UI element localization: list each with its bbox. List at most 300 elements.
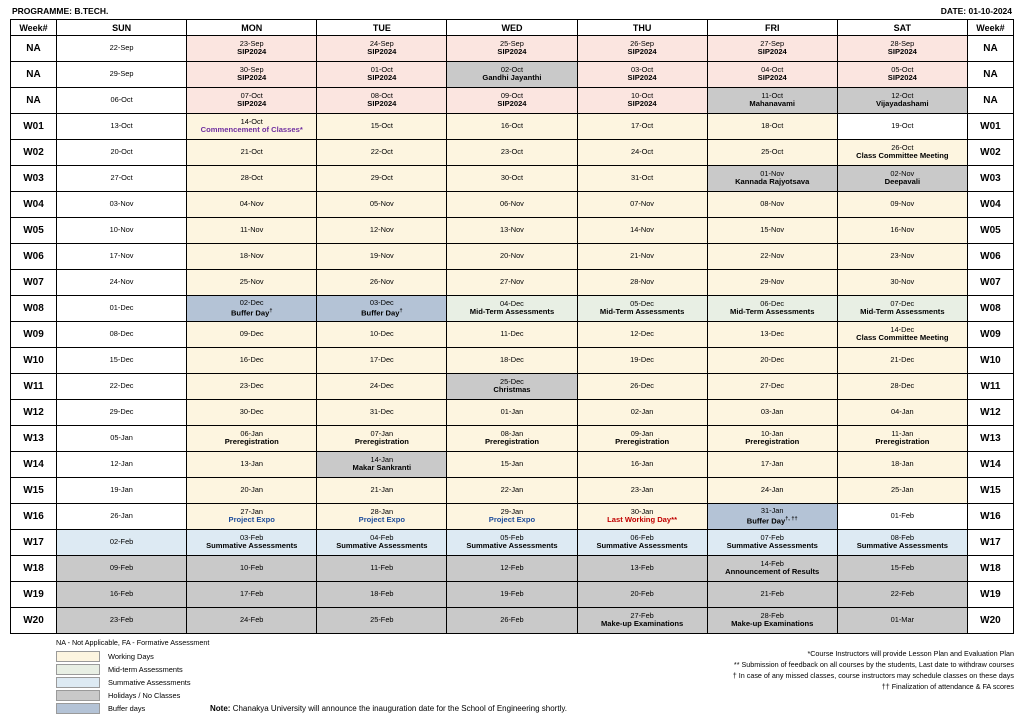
day-cell-sat: [837, 608, 967, 634]
day-date: 08-Feb: [890, 533, 915, 543]
day-date: 01-Oct: [370, 65, 393, 75]
calendar-body: [11, 36, 1014, 634]
day-event: Vijayadashami: [876, 99, 929, 109]
col-sun: SUN: [57, 20, 187, 36]
day-date: 23-Oct: [500, 147, 524, 157]
day-date: 28-Sep: [890, 39, 915, 49]
day-cell-sun: [57, 608, 187, 634]
day-date: 16-Nov: [890, 225, 915, 235]
day-event: SIP2024: [367, 47, 397, 57]
col-fri: FRI: [707, 20, 837, 36]
date-heading: [941, 6, 1012, 16]
day-cell-tue: [317, 504, 447, 530]
col-thu: THU: [577, 20, 707, 36]
day-event: Make-up Examinations: [731, 619, 814, 629]
day-cell-sun: [57, 400, 187, 426]
week-number-right: W09: [967, 322, 1013, 348]
week-number-right: W14: [967, 452, 1013, 478]
day-date: 28-Nov: [630, 277, 654, 287]
day-cell-thu: [577, 426, 707, 452]
day-cell-sat: [837, 270, 967, 296]
day-date: 02-Dec: [239, 298, 264, 308]
day-event: Class Committee Meeting: [856, 333, 949, 343]
col-sat: SAT: [837, 20, 967, 36]
day-cell-tue: [317, 608, 447, 634]
week-number-left: W06: [11, 244, 57, 270]
day-date: 03-Oct: [631, 65, 654, 75]
day-cell-wed: [447, 608, 577, 634]
day-cell-thu: [577, 140, 707, 166]
week-number-right: W08: [967, 296, 1013, 322]
day-cell-fri: [707, 426, 837, 452]
day-date: 20-Feb: [630, 589, 654, 599]
day-event: SIP2024: [497, 99, 527, 109]
day-cell-mon: [187, 218, 317, 244]
week-number-right: W17: [967, 530, 1013, 556]
document-header: [10, 6, 1014, 19]
day-cell-sat: [837, 296, 967, 322]
day-date: 18-Nov: [239, 251, 264, 261]
day-date: 29-Oct: [370, 173, 393, 183]
week-number-right: W07: [967, 270, 1013, 296]
week-number-left: W18: [11, 556, 57, 582]
day-event: Summative Assessments: [726, 541, 818, 551]
day-cell-wed: [447, 218, 577, 244]
calendar-week-row: [11, 348, 1014, 374]
day-event: SIP2024: [757, 73, 787, 83]
day-cell-sun: [57, 296, 187, 322]
day-cell-tue: [317, 114, 447, 140]
day-date: 07-Jan: [370, 429, 394, 439]
col-mon: MON: [187, 20, 317, 36]
calendar-week-row: [11, 296, 1014, 322]
day-date: 11-Dec: [500, 329, 524, 339]
day-event: Project Expo: [228, 515, 275, 525]
day-date: 09-Nov: [890, 199, 915, 209]
day-date: 21-Dec: [890, 355, 915, 365]
calendar-table: [10, 19, 1014, 634]
day-date: 02-Jan: [630, 407, 654, 417]
day-cell-wed: [447, 296, 577, 322]
week-number-right: W10: [967, 348, 1013, 374]
day-date: 14-Nov: [630, 225, 654, 235]
day-cell-sat: [837, 88, 967, 114]
day-cell-sun: [57, 478, 187, 504]
day-event: SIP2024: [887, 73, 917, 83]
legend-swatch: [56, 651, 100, 662]
day-event: SIP2024: [367, 73, 397, 83]
week-number-right: W05: [967, 218, 1013, 244]
week-number-left: NA: [11, 62, 57, 88]
day-event: SIP2024: [757, 47, 787, 57]
day-date: 06-Jan: [240, 429, 264, 439]
day-cell-sun: [57, 348, 187, 374]
day-cell-wed: [447, 556, 577, 582]
calendar-week-row: [11, 400, 1014, 426]
day-date: 30-Nov: [890, 277, 915, 287]
day-date: 07-Oct: [240, 91, 263, 101]
day-cell-fri: [707, 296, 837, 322]
week-number-right: W12: [967, 400, 1013, 426]
day-cell-sun: [57, 374, 187, 400]
week-number-right: W01: [967, 114, 1013, 140]
day-date: 06-Nov: [500, 199, 524, 209]
day-cell-wed: [447, 478, 577, 504]
day-date: 11-Nov: [240, 225, 264, 235]
day-event: SIP2024: [237, 47, 267, 57]
day-cell-tue: [317, 166, 447, 192]
calendar-week-row: [11, 374, 1014, 400]
calendar-week-row: [11, 426, 1014, 452]
day-cell-fri: [707, 582, 837, 608]
day-date: 16-Feb: [109, 589, 134, 599]
day-cell-tue: [317, 270, 447, 296]
day-date: 03-Nov: [109, 199, 134, 209]
day-cell-wed: [447, 400, 577, 426]
legend-label: Holidays / No Classes: [108, 691, 181, 700]
programme-label: PROGRAMME:: [12, 6, 72, 16]
day-date: 05-Oct: [891, 65, 914, 75]
day-date: 29-Jan: [500, 507, 524, 517]
day-cell-fri: [707, 244, 837, 270]
day-event: Preregistration: [224, 437, 279, 447]
week-number-right: W04: [967, 192, 1013, 218]
legend-label: Working Days: [108, 652, 154, 661]
day-cell-mon: [187, 322, 317, 348]
footnote-line: † In case of any missed classes, course instructors may schedule classes on these days: [732, 671, 1014, 681]
week-number-left: NA: [11, 36, 57, 62]
day-cell-wed: [447, 62, 577, 88]
day-cell-mon: [187, 608, 317, 634]
day-date: 03-Dec: [369, 298, 394, 308]
day-cell-wed: [447, 114, 577, 140]
day-event: Preregistration: [354, 437, 409, 447]
day-date: 06-Feb: [630, 533, 654, 543]
week-number-left: W12: [11, 400, 57, 426]
day-event: Make-up Examinations: [600, 619, 684, 629]
day-event: Preregistration: [875, 437, 930, 447]
day-cell-sat: [837, 62, 967, 88]
day-cell-thu: [577, 270, 707, 296]
day-date: 21-Oct: [240, 147, 263, 157]
day-cell-mon: [187, 166, 317, 192]
day-event: Last Working Day**: [607, 515, 678, 525]
day-date: 14-Feb: [760, 559, 784, 569]
day-date: 13-Feb: [630, 563, 654, 573]
week-number-right: W13: [967, 426, 1013, 452]
day-cell-fri: [707, 504, 837, 530]
day-event: Buffer Day†, ††: [746, 515, 798, 526]
day-date: 07-Feb: [760, 533, 784, 543]
day-date: 29-Nov: [760, 277, 785, 287]
day-cell-mon: [187, 270, 317, 296]
day-cell-fri: [707, 114, 837, 140]
day-date: 08-Dec: [109, 329, 134, 339]
day-cell-thu: [577, 348, 707, 374]
day-date: 15-Dec: [109, 355, 134, 365]
day-cell-thu: [577, 608, 707, 634]
day-date: 21-Nov: [630, 251, 654, 261]
week-number-left: W03: [11, 166, 57, 192]
day-cell-wed: [447, 374, 577, 400]
day-cell-tue: [317, 140, 447, 166]
day-date: 15-Feb: [890, 563, 915, 573]
day-date: 01-Mar: [890, 615, 915, 625]
footnote-line: †† Finalization of attendance & FA scores: [881, 682, 1014, 692]
day-date: 10-Oct: [631, 91, 654, 101]
announcement-note: [210, 704, 567, 713]
day-date: 25-Oct: [761, 147, 784, 157]
day-date: 25-Jan: [891, 485, 914, 495]
day-date: 01-Nov: [760, 169, 785, 179]
day-date: 24-Sep: [369, 39, 394, 49]
day-cell-tue: [317, 36, 447, 62]
calendar-footer: [10, 638, 1014, 715]
day-date: 04-Jan: [891, 407, 914, 417]
day-cell-sun: [57, 166, 187, 192]
day-cell-mon: [187, 348, 317, 374]
column-header-row: [11, 20, 1014, 36]
day-cell-sat: [837, 374, 967, 400]
day-date: 02-Feb: [109, 537, 134, 547]
day-date: 24-Nov: [109, 277, 134, 287]
day-cell-sat: [837, 166, 967, 192]
day-cell-tue: [317, 62, 447, 88]
announcement-note-text: Chanakya University will announce the inauguration date for the School of Engineering shortly.: [232, 704, 567, 713]
day-date: 05-Nov: [369, 199, 394, 209]
day-cell-sun: [57, 556, 187, 582]
day-cell-wed: [447, 452, 577, 478]
day-date: 22-Oct: [370, 147, 393, 157]
day-cell-sun: [57, 88, 187, 114]
day-date: 26-Dec: [630, 381, 654, 391]
day-date: 18-Oct: [761, 121, 784, 131]
week-number-right: W02: [967, 140, 1013, 166]
day-cell-thu: [577, 218, 707, 244]
day-event: Preregistration: [484, 437, 539, 447]
day-event: SIP2024: [627, 47, 657, 57]
day-cell-tue: [317, 88, 447, 114]
day-cell-mon: [187, 400, 317, 426]
day-date: 26-Nov: [369, 277, 394, 287]
calendar-week-row: [11, 166, 1014, 192]
footnotes: [584, 648, 1014, 693]
day-date: 26-Jan: [110, 511, 133, 521]
day-event: SIP2024: [367, 99, 397, 109]
day-date: 22-Dec: [109, 381, 134, 391]
day-date: 20-Jan: [240, 485, 264, 495]
day-cell-mon: [187, 452, 317, 478]
calendar-week-row: [11, 530, 1014, 556]
day-cell-sun: [57, 582, 187, 608]
day-date: 01-Feb: [890, 511, 915, 521]
day-cell-wed: [447, 192, 577, 218]
day-cell-wed: [447, 504, 577, 530]
day-cell-mon: [187, 36, 317, 62]
day-cell-wed: [447, 348, 577, 374]
day-date: 17-Oct: [631, 121, 654, 131]
day-cell-fri: [707, 452, 837, 478]
day-date: 23-Feb: [109, 615, 134, 625]
day-event: SIP2024: [627, 73, 657, 83]
day-date: 13-Dec: [760, 329, 785, 339]
day-event: Preregistration: [615, 437, 670, 447]
week-number-right: W06: [967, 244, 1013, 270]
day-cell-mon: [187, 478, 317, 504]
day-date: 16-Oct: [500, 121, 524, 131]
day-date: 09-Dec: [239, 329, 264, 339]
day-date: 25-Dec: [500, 377, 524, 387]
calendar-week-row: [11, 608, 1014, 634]
day-cell-sat: [837, 36, 967, 62]
day-cell-mon: [187, 556, 317, 582]
day-date: 17-Nov: [109, 251, 134, 261]
programme-heading: [12, 6, 108, 16]
day-cell-thu: [577, 296, 707, 322]
calendar-week-row: [11, 62, 1014, 88]
day-date: 02-Oct: [500, 65, 524, 75]
day-cell-tue: [317, 582, 447, 608]
day-date: 23-Dec: [239, 381, 264, 391]
day-cell-wed: [447, 36, 577, 62]
day-cell-sun: [57, 322, 187, 348]
calendar-week-row: [11, 218, 1014, 244]
day-date: 04-Feb: [370, 533, 394, 543]
week-number-left: W14: [11, 452, 57, 478]
day-date: 22-Nov: [760, 251, 785, 261]
day-cell-thu: [577, 88, 707, 114]
day-date: 24-Oct: [631, 147, 654, 157]
day-date: 27-Sep: [760, 39, 785, 49]
week-number-right: NA: [967, 62, 1013, 88]
day-cell-wed: [447, 322, 577, 348]
calendar-week-row: [11, 114, 1014, 140]
day-date: 10-Nov: [109, 225, 134, 235]
day-event: Makar Sankranti: [352, 463, 412, 473]
day-event: SIP2024: [237, 99, 267, 109]
day-date: 05-Dec: [630, 299, 654, 309]
day-event: Gandhi Jayanthi: [482, 73, 542, 83]
day-date: 01-Jan: [500, 407, 524, 417]
day-date: 13-Nov: [500, 225, 524, 235]
day-date: 08-Nov: [760, 199, 785, 209]
day-cell-tue: [317, 218, 447, 244]
day-cell-mon: [187, 296, 317, 322]
calendar-week-row: [11, 452, 1014, 478]
day-cell-sat: [837, 530, 967, 556]
day-cell-thu: [577, 452, 707, 478]
day-cell-fri: [707, 400, 837, 426]
day-cell-mon: [187, 140, 317, 166]
day-cell-fri: [707, 218, 837, 244]
day-cell-sat: [837, 582, 967, 608]
day-cell-thu: [577, 244, 707, 270]
day-cell-fri: [707, 478, 837, 504]
week-number-left: W01: [11, 114, 57, 140]
day-cell-wed: [447, 426, 577, 452]
day-cell-tue: [317, 556, 447, 582]
day-cell-mon: [187, 426, 317, 452]
week-number-right: NA: [967, 88, 1013, 114]
day-cell-sun: [57, 426, 187, 452]
day-date: 31-Oct: [631, 173, 654, 183]
day-date: 19-Jan: [110, 485, 133, 495]
col-wed: WED: [447, 20, 577, 36]
day-date: 27-Feb: [630, 611, 654, 621]
day-date: 20-Oct: [110, 147, 133, 157]
day-cell-wed: [447, 530, 577, 556]
day-cell-mon: [187, 192, 317, 218]
calendar-week-row: [11, 192, 1014, 218]
calendar-week-row: [11, 244, 1014, 270]
day-cell-sat: [837, 218, 967, 244]
day-date: 22-Jan: [500, 485, 524, 495]
day-event: Summative Assessments: [856, 541, 948, 551]
day-date: 23-Jan: [630, 485, 654, 495]
calendar-week-row: [11, 36, 1014, 62]
day-date: 04-Dec: [500, 299, 524, 309]
calendar-week-row: [11, 322, 1014, 348]
day-date: 03-Jan: [760, 407, 784, 417]
legend-swatch: [56, 677, 100, 688]
day-date: 16-Jan: [630, 459, 654, 469]
day-cell-thu: [577, 62, 707, 88]
day-cell-sat: [837, 504, 967, 530]
day-cell-sat: [837, 452, 967, 478]
calendar-week-row: [11, 478, 1014, 504]
day-cell-sun: [57, 140, 187, 166]
week-number-right: W16: [967, 504, 1013, 530]
day-date: 26-Feb: [500, 615, 524, 625]
day-cell-tue: [317, 322, 447, 348]
day-cell-wed: [447, 140, 577, 166]
day-cell-mon: [187, 62, 317, 88]
day-cell-mon: [187, 374, 317, 400]
day-cell-thu: [577, 504, 707, 530]
day-cell-wed: [447, 582, 577, 608]
day-cell-sat: [837, 192, 967, 218]
day-cell-sat: [837, 244, 967, 270]
day-cell-fri: [707, 36, 837, 62]
legend-label: Buffer days: [108, 704, 146, 713]
day-event: Mid-Term Assessments: [469, 307, 555, 317]
week-number-left: W07: [11, 270, 57, 296]
day-date: 26-Oct: [891, 143, 914, 153]
day-cell-tue: [317, 400, 447, 426]
day-date: 17-Jan: [760, 459, 784, 469]
day-event: Summative Assessments: [336, 541, 428, 551]
day-event: Mahanavami: [749, 99, 796, 109]
day-date: 04-Nov: [239, 199, 264, 209]
day-event: Summative Assessments: [206, 541, 298, 551]
day-cell-sun: [57, 244, 187, 270]
week-number-right: W03: [967, 166, 1013, 192]
legend-swatch: [56, 703, 100, 714]
week-number-left: W10: [11, 348, 57, 374]
day-cell-mon: [187, 504, 317, 530]
day-cell-sun: [57, 62, 187, 88]
col-week-left: Week#: [11, 20, 57, 36]
day-date: 22-Feb: [890, 589, 915, 599]
legend-swatch: [56, 664, 100, 675]
day-cell-wed: [447, 166, 577, 192]
day-date: 08-Jan: [500, 429, 524, 439]
day-cell-tue: [317, 296, 447, 322]
day-date: 25-Sep: [500, 39, 524, 49]
week-number-left: W16: [11, 504, 57, 530]
programme-value: B.TECH.: [74, 6, 109, 16]
day-event-footnote-marker: †: [269, 307, 273, 314]
